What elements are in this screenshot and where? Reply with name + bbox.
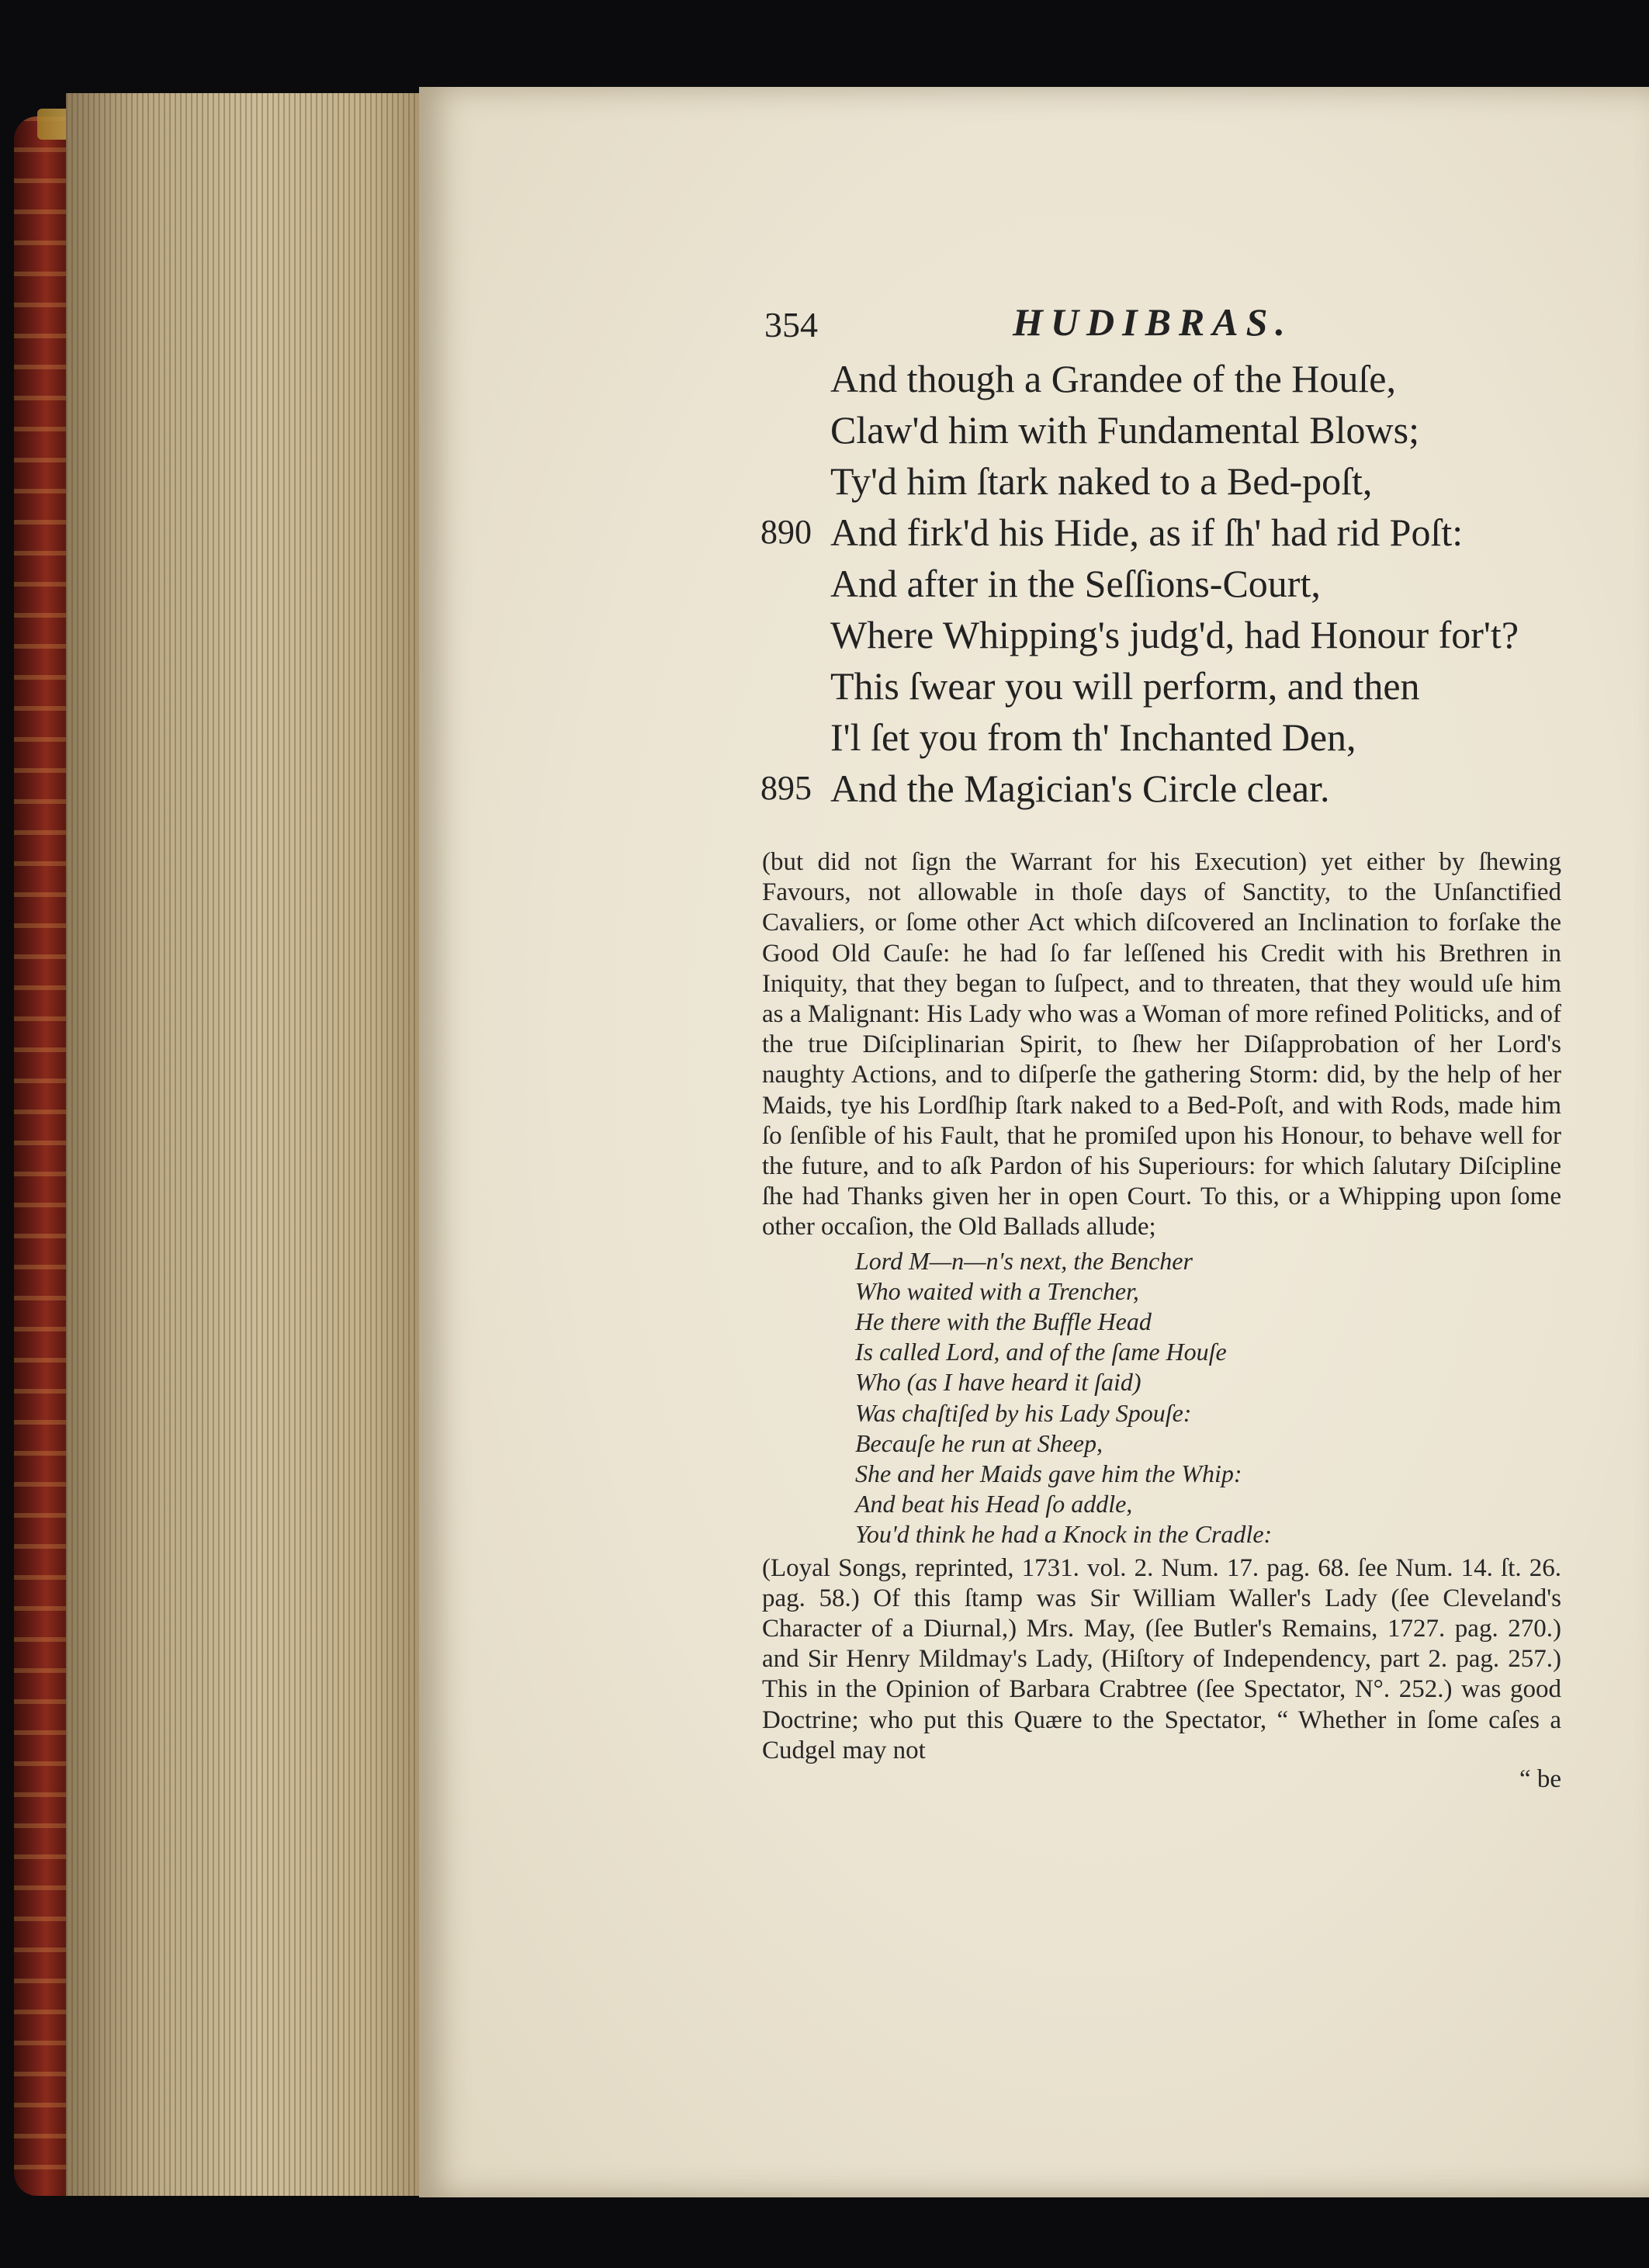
verse-line bbox=[757, 712, 1610, 763]
verse-block bbox=[757, 353, 1610, 814]
note-paragraph: (but did not ſign the Warrant for his Execution) yet either by ſhewing Favours, not allowable in thoſe days of Sanctity, to the Unſanctified Cavaliers, or ſome other Act which diſcovered an Inclination to forſake the Good Old Cauſe: he had ſo far leſſened his Credit with his Brethren in Iniquity, that they began to ſuſpect, and to threaten, that they would uſe him as a Malignant: His Lady who was a Woman of more refined Politicks, and of the true Diſciplinarian Spirit, to ſhew her Diſapprobation of her Lord's naughty Actions, and to diſperſe the gathering Storm: did, by the help of her Maids, tye his Lordſhip ſtark naked to a Bed-Poſt, and with Rods, made him ſo ſenſible of his Fault, that he promiſed upon his Honour, to behave well for the future, and to aſk Pardon of his Superiours: for which ſalutary Diſcipline ſhe had Thanks given her in open Court. To this, or a Whipping upon ſome other occaſion, the Old Ballads allude; bbox=[762, 848, 1561, 1241]
quote-line: Lord M—n—n's next, the Bencher bbox=[855, 1246, 1193, 1275]
verse-text: And though a Grandee of the Houſe, bbox=[830, 357, 1396, 400]
page-edges bbox=[66, 93, 423, 2196]
quote-line: Becauſe he run at Sheep, bbox=[855, 1428, 1103, 1457]
verse-line bbox=[757, 404, 1610, 455]
quote-line: Who (as I have heard it ſaid) bbox=[855, 1368, 1141, 1397]
line-number: 890 bbox=[760, 513, 812, 551]
catchword: “ be bbox=[1519, 1764, 1561, 1793]
verse-text: Claw'd him with Fundamental Blows; bbox=[830, 408, 1419, 452]
verse-text: Ty'd him ſtark naked to a Bed-poſt, bbox=[830, 459, 1373, 503]
verse-text: This ſwear you will perform, and then bbox=[830, 664, 1420, 708]
verse-line bbox=[757, 609, 1610, 660]
quote-line: You'd think he had a Knock in the Cradle: bbox=[855, 1520, 1273, 1549]
verse-text: Where Whipping's judg'd, had Honour for't? bbox=[830, 613, 1519, 656]
line-number: 895 bbox=[760, 769, 812, 807]
verse-line bbox=[757, 353, 1610, 404]
spine-gilt-tooling bbox=[14, 116, 72, 2196]
verse-line bbox=[757, 455, 1610, 507]
running-title: HUDIBRAS. bbox=[1013, 300, 1293, 344]
page-header bbox=[764, 300, 1649, 351]
verse-line bbox=[757, 763, 1610, 814]
ballad-quote bbox=[855, 1246, 1561, 1550]
quote-line: Who waited with a Trencher, bbox=[855, 1276, 1139, 1305]
quote-line: She and her Maids gave him the Whip: bbox=[855, 1459, 1242, 1487]
verse-text: And firk'd his Hide, as if ſh' had rid Poſt: bbox=[830, 511, 1464, 554]
verse-text: I'l ſet you from th' Inchanted Den, bbox=[830, 715, 1356, 759]
note-tail: (Loyal Songs, reprinted, 1731. vol. 2. Num. 17. pag. 68. ſee Num. 14. ſt. 26. pag. 58.) Of this ſtamp was Sir William Waller's Lady (ſee Cleveland's Character of a Diurnal,) Mrs. May, (ſee Butler's Remains, 1727. pag. 270.) and Sir Henry Mildmay's Lady, (Hiſtory of Independency, part 2. pag. 257.) This in the Opinion of Barbara Crabtree (ſee Spectator, N°. 252.) was good Doctrine; who put this Quære to the Spectator, “ Whether in ſome caſes a Cudgel may not bbox=[762, 1553, 1561, 1764]
quote-line: And beat his Head ſo addle, bbox=[855, 1490, 1133, 1518]
verse-line bbox=[757, 507, 1610, 558]
verse-text: And the Magician's Circle clear. bbox=[830, 767, 1330, 810]
verse-text: And after in the Seſſions-Court, bbox=[830, 562, 1321, 605]
page-number: 354 bbox=[764, 305, 818, 345]
verse-line bbox=[757, 660, 1610, 712]
verse-line bbox=[757, 558, 1610, 609]
quote-line: He there with the Buffle Head bbox=[855, 1307, 1152, 1336]
quote-line: Is called Lord, and of the ſame Houſe bbox=[855, 1338, 1227, 1366]
footnote bbox=[762, 847, 1561, 1795]
quote-line: Was chaſtiſed by his Lady Spouſe: bbox=[855, 1398, 1192, 1427]
